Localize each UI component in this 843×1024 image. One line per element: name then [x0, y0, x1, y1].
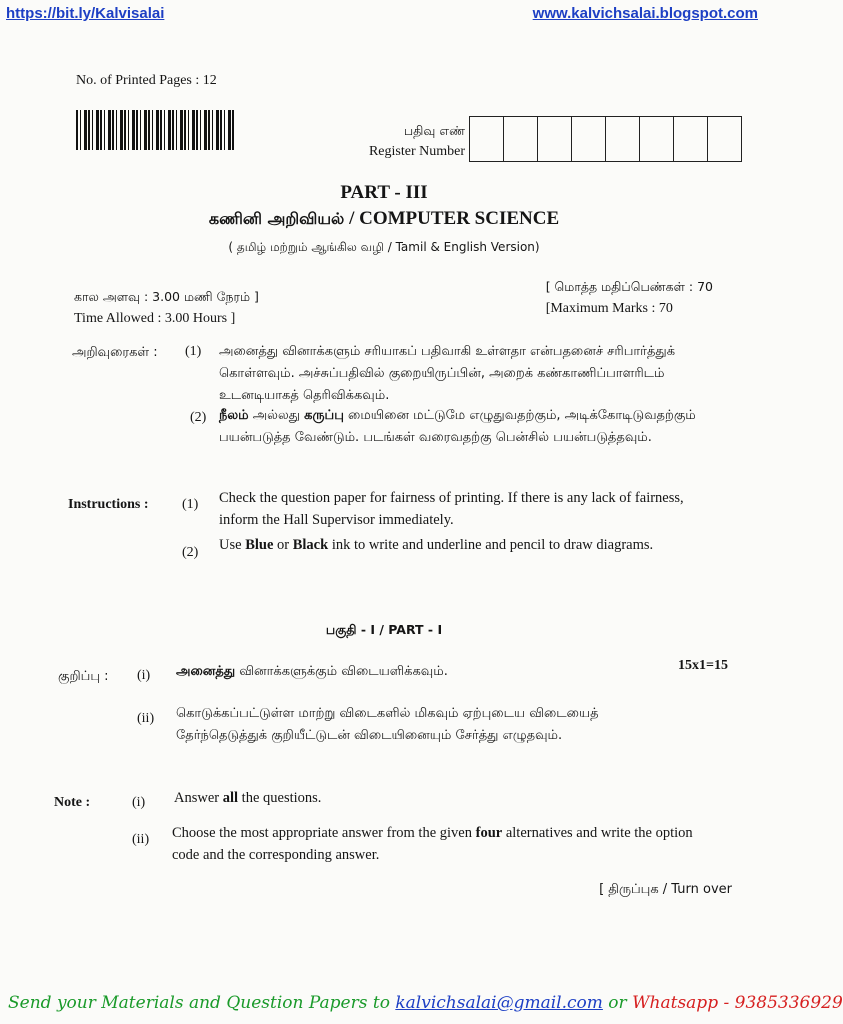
barcode-image	[76, 110, 236, 150]
register-digit-box[interactable]	[572, 117, 606, 161]
part-one-marks: 15x1=15	[678, 658, 728, 673]
subject-title-en: COMPUTER SCIENCE	[359, 208, 560, 229]
all-text: all	[222, 790, 239, 806]
four-text: four	[475, 825, 503, 841]
version-line: ( தமிழ் மற்றும் ஆங்கில வழி / Tamil & English Version)	[228, 240, 540, 254]
choose-text: Choose the most appropriate answer from the given	[172, 825, 476, 841]
note-ta-text-1	[176, 664, 448, 680]
instructions-en-num-1: (1)	[182, 497, 199, 512]
marks-ta: [ மொத்த மதிப்பெண்கள் : 70	[545, 279, 713, 294]
instructions-en-text-2	[219, 537, 729, 554]
register-digit-box[interactable]	[538, 117, 572, 161]
answer-text: Answer	[174, 790, 223, 806]
part-one-heading	[0, 622, 768, 639]
register-digit-box[interactable]	[640, 117, 674, 161]
instructions-ta-text-2	[219, 405, 719, 449]
part-title: PART - III	[340, 182, 428, 203]
note-en-text-1	[174, 790, 321, 807]
instructions-ta-rest: மையினை மட்டுமே எழுதுவதற்கும், அடிக்கோடிடுவதற்கும் பயன்படுத்த வேண்டும். படங்கள் வரைவதற்கு பென்சில் பயன்படுத்தவும்.	[219, 408, 696, 445]
or-ta: அல்லது	[248, 408, 305, 423]
subject-title-ta: கணினி அறிவியல்	[208, 209, 345, 228]
register-digit-box[interactable]	[504, 117, 538, 161]
part-one-heading-text: பகுதி - I / PART - I	[325, 622, 443, 637]
all-ta: அனைத்து	[176, 664, 236, 679]
black-ta: கருப்பு	[304, 408, 344, 423]
maximum-marks	[546, 276, 713, 320]
note-ta-text-1-rest: வினாக்களுக்கும் விடையளிக்கவும்.	[235, 664, 448, 679]
instructions-ta-text-1: அனைத்து வினாக்களும் சரியாகப் பதிவாகி உள்ளதா என்பதனைச் சரிபார்த்துக் கொள்ளவும். அச்சுப்பதிவில் குறையிருப்பின், அறைக் கண்காணிப்பாளரிடம் உடனடியாகத் தெரிவிக்கவும்.	[219, 344, 676, 403]
note-en-text-2	[172, 822, 700, 866]
instructions-ta-num-2: (2)	[190, 410, 207, 425]
instructions-en-rest: ink to write and underline and pencil to draw diagrams.	[328, 537, 654, 553]
instructions-en-num-2: (2)	[182, 545, 199, 560]
footer-text: Send your Materials and Question Papers to	[8, 993, 396, 1013]
subject-title	[0, 208, 768, 230]
register-digit-box[interactable]	[470, 117, 504, 161]
footer-or: or	[602, 993, 633, 1013]
note-ta-label: குறிப்பு :	[58, 669, 109, 684]
header-link-right[interactable]: www.kalvichsalai.blogspot.com	[532, 5, 758, 22]
note-ta-num-ii: (ii)	[137, 711, 155, 726]
register-number-boxes[interactable]	[469, 116, 742, 162]
note-en-num-ii: (ii)	[132, 832, 150, 847]
instructions-en-label: Instructions :	[68, 497, 149, 512]
blue-text: Blue	[245, 537, 274, 553]
blue-ta: நீலம்	[219, 408, 249, 423]
note-en-text-2-rest: alternatives and write the option code and the corresponding answer.	[172, 825, 693, 863]
instructions-ta-label: அறிவுரைகள் :	[72, 345, 158, 360]
header-link-left[interactable]: https://bit.ly/Kalvisalai	[6, 5, 165, 22]
subject-separator: /	[344, 208, 360, 229]
turn-over	[599, 881, 732, 898]
footer-banner	[8, 993, 843, 1013]
instructions-ta-num-1: (1)	[185, 344, 202, 359]
register-digit-box[interactable]	[674, 117, 708, 161]
register-number-label	[355, 120, 465, 162]
footer-whatsapp: Whatsapp - 9385336929	[632, 993, 843, 1013]
turn-over-text: [ திருப்புக / Turn over	[599, 882, 732, 897]
note-en-num-i: (i)	[132, 795, 146, 810]
register-label-ta: பதிவு எண்	[403, 123, 465, 138]
time-en: Time Allowed : 3.00 Hours ]	[74, 311, 236, 326]
note-ta-num-i: (i)	[137, 668, 151, 683]
printed-pages: No. of Printed Pages : 12	[76, 73, 217, 88]
note-ta-text-2: கொடுக்கப்பட்டுள்ள மாற்று விடைகளில் மிகவும் ஏற்புடைய விடையைத் தேர்ந்தெடுத்துக் குறியீட்டுடன் விடையினையும் சேர்த்து எழுதவும்.	[176, 706, 599, 743]
note-en-label: Note :	[54, 795, 91, 810]
register-label-en: Register Number	[368, 144, 465, 159]
marks-en: [Maximum Marks : 70	[545, 301, 673, 316]
time-ta: கால அளவு : 3.00 மணி நேரம் ]	[74, 289, 259, 304]
black-text: Black	[292, 537, 329, 553]
footer-email-link[interactable]: kalvichsalai@gmail.com	[395, 993, 603, 1013]
time-allowed	[74, 286, 259, 330]
note-en-text-1-rest: the questions.	[238, 790, 322, 806]
register-digit-box[interactable]	[708, 117, 741, 161]
register-digit-box[interactable]	[606, 117, 640, 161]
use-text: Use	[219, 537, 246, 553]
instructions-en-text-1: Check the question paper for fairness of printing. If there is any lack of fairness, inform the Hall Supervisor immediately.	[219, 490, 684, 528]
or-text: or	[273, 537, 293, 553]
